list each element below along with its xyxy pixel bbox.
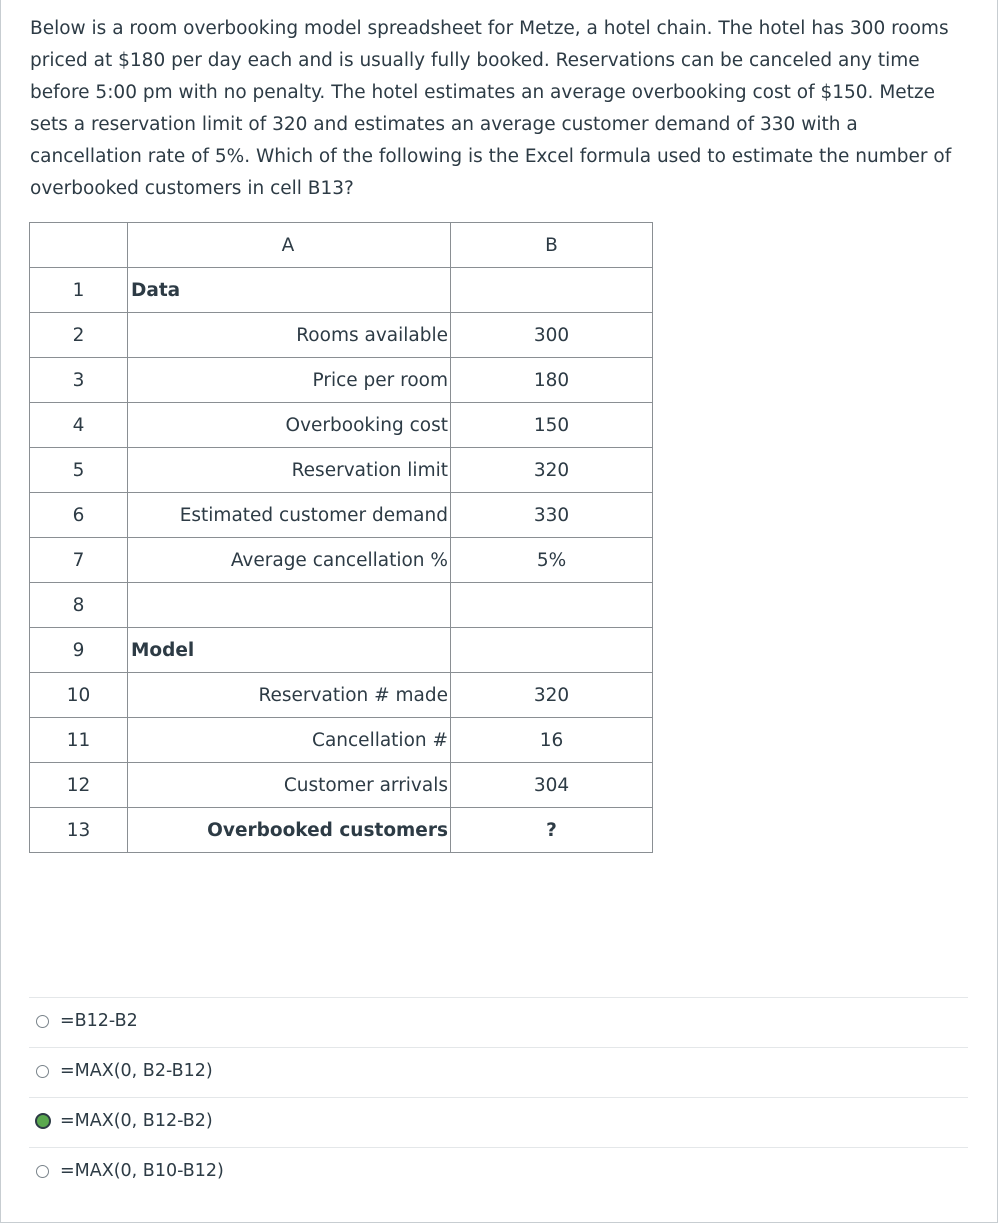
row-number: 3 bbox=[30, 358, 128, 403]
column-header-a: A bbox=[128, 223, 451, 268]
cell-a: Reservation # made bbox=[128, 673, 451, 718]
cell-b: 330 bbox=[451, 493, 653, 538]
radio-button-icon[interactable] bbox=[36, 1065, 49, 1078]
table-row bbox=[30, 313, 653, 358]
table-row bbox=[30, 718, 653, 763]
option-divider bbox=[29, 1097, 968, 1098]
row-number: 1 bbox=[30, 268, 128, 313]
row-number: 7 bbox=[30, 538, 128, 583]
cell-b: 150 bbox=[451, 403, 653, 448]
column-header-b: B bbox=[451, 223, 653, 268]
option-divider bbox=[29, 1047, 968, 1048]
option-label: =MAX(0, B10-B12) bbox=[60, 1161, 224, 1181]
radio-button-selected-icon[interactable] bbox=[35, 1113, 51, 1129]
option-label: =B12-B2 bbox=[60, 1011, 138, 1031]
row-number: 5 bbox=[30, 448, 128, 493]
cell-b: 180 bbox=[451, 358, 653, 403]
cell-a: Reservation limit bbox=[128, 448, 451, 493]
table-row bbox=[30, 403, 653, 448]
cell-a: Price per room bbox=[128, 358, 451, 403]
cell-a: Customer arrivals bbox=[128, 763, 451, 808]
table-row bbox=[30, 493, 653, 538]
table-row bbox=[30, 673, 653, 718]
table-row bbox=[30, 628, 653, 673]
cell-b: 320 bbox=[451, 448, 653, 493]
radio-button-icon[interactable] bbox=[36, 1165, 49, 1178]
answer-option-4[interactable] bbox=[36, 1158, 224, 1184]
cell-b bbox=[451, 268, 653, 313]
row-number: 4 bbox=[30, 403, 128, 448]
table-row bbox=[30, 808, 653, 853]
corner-cell bbox=[30, 223, 128, 268]
cell-a: Model bbox=[128, 628, 451, 673]
row-number: 9 bbox=[30, 628, 128, 673]
cell-b bbox=[451, 583, 653, 628]
cell-b: 5% bbox=[451, 538, 653, 583]
table-row bbox=[30, 268, 653, 313]
radio-button-icon[interactable] bbox=[36, 1015, 49, 1028]
cell-a: Data bbox=[128, 268, 451, 313]
cell-b: 300 bbox=[451, 313, 653, 358]
row-number: 10 bbox=[30, 673, 128, 718]
table-row bbox=[30, 583, 653, 628]
row-number: 12 bbox=[30, 763, 128, 808]
cell-a: Average cancellation % bbox=[128, 538, 451, 583]
cell-a: Cancellation # bbox=[128, 718, 451, 763]
question-text: Below is a room overbooking model spreadsheet for Metze, a hotel chain. The hotel has 300 rooms priced at $180 per day each and is usually fully booked. Reservations can be canceled any time before 5:00 pm with no penalty. The hotel estimates an average overbooking cost of $150. Metze sets a reservation limit of 320 and estimates an average customer demand of 330 with a cancellation rate of 5%. Which of the following is the Excel formula used to estimate the number of overbooked customers in cell B13? bbox=[30, 18, 952, 199]
row-number: 11 bbox=[30, 718, 128, 763]
option-divider bbox=[29, 1147, 968, 1148]
answer-option-2[interactable] bbox=[36, 1058, 213, 1084]
table-row bbox=[30, 763, 653, 808]
cell-b: 320 bbox=[451, 673, 653, 718]
answer-option-3[interactable] bbox=[36, 1108, 213, 1134]
table-header-row bbox=[30, 223, 653, 268]
option-label: =MAX(0, B12-B2) bbox=[60, 1111, 213, 1131]
cell-b: ? bbox=[451, 808, 653, 853]
cell-a: Overbooking cost bbox=[128, 403, 451, 448]
table-row bbox=[30, 538, 653, 583]
cell-b: 16 bbox=[451, 718, 653, 763]
row-number: 8 bbox=[30, 583, 128, 628]
row-number: 6 bbox=[30, 493, 128, 538]
cell-a: Overbooked customers bbox=[128, 808, 451, 853]
option-label: =MAX(0, B2-B12) bbox=[60, 1061, 213, 1081]
option-divider bbox=[29, 997, 968, 998]
answer-option-1[interactable] bbox=[36, 1008, 138, 1034]
cell-a bbox=[128, 583, 451, 628]
cell-b bbox=[451, 628, 653, 673]
table-row bbox=[30, 448, 653, 493]
row-number: 2 bbox=[30, 313, 128, 358]
cell-a: Estimated customer demand bbox=[128, 493, 451, 538]
table-row bbox=[30, 358, 653, 403]
cell-b: 304 bbox=[451, 763, 653, 808]
spreadsheet-table bbox=[29, 222, 653, 853]
cell-a: Rooms available bbox=[128, 313, 451, 358]
row-number: 13 bbox=[30, 808, 128, 853]
